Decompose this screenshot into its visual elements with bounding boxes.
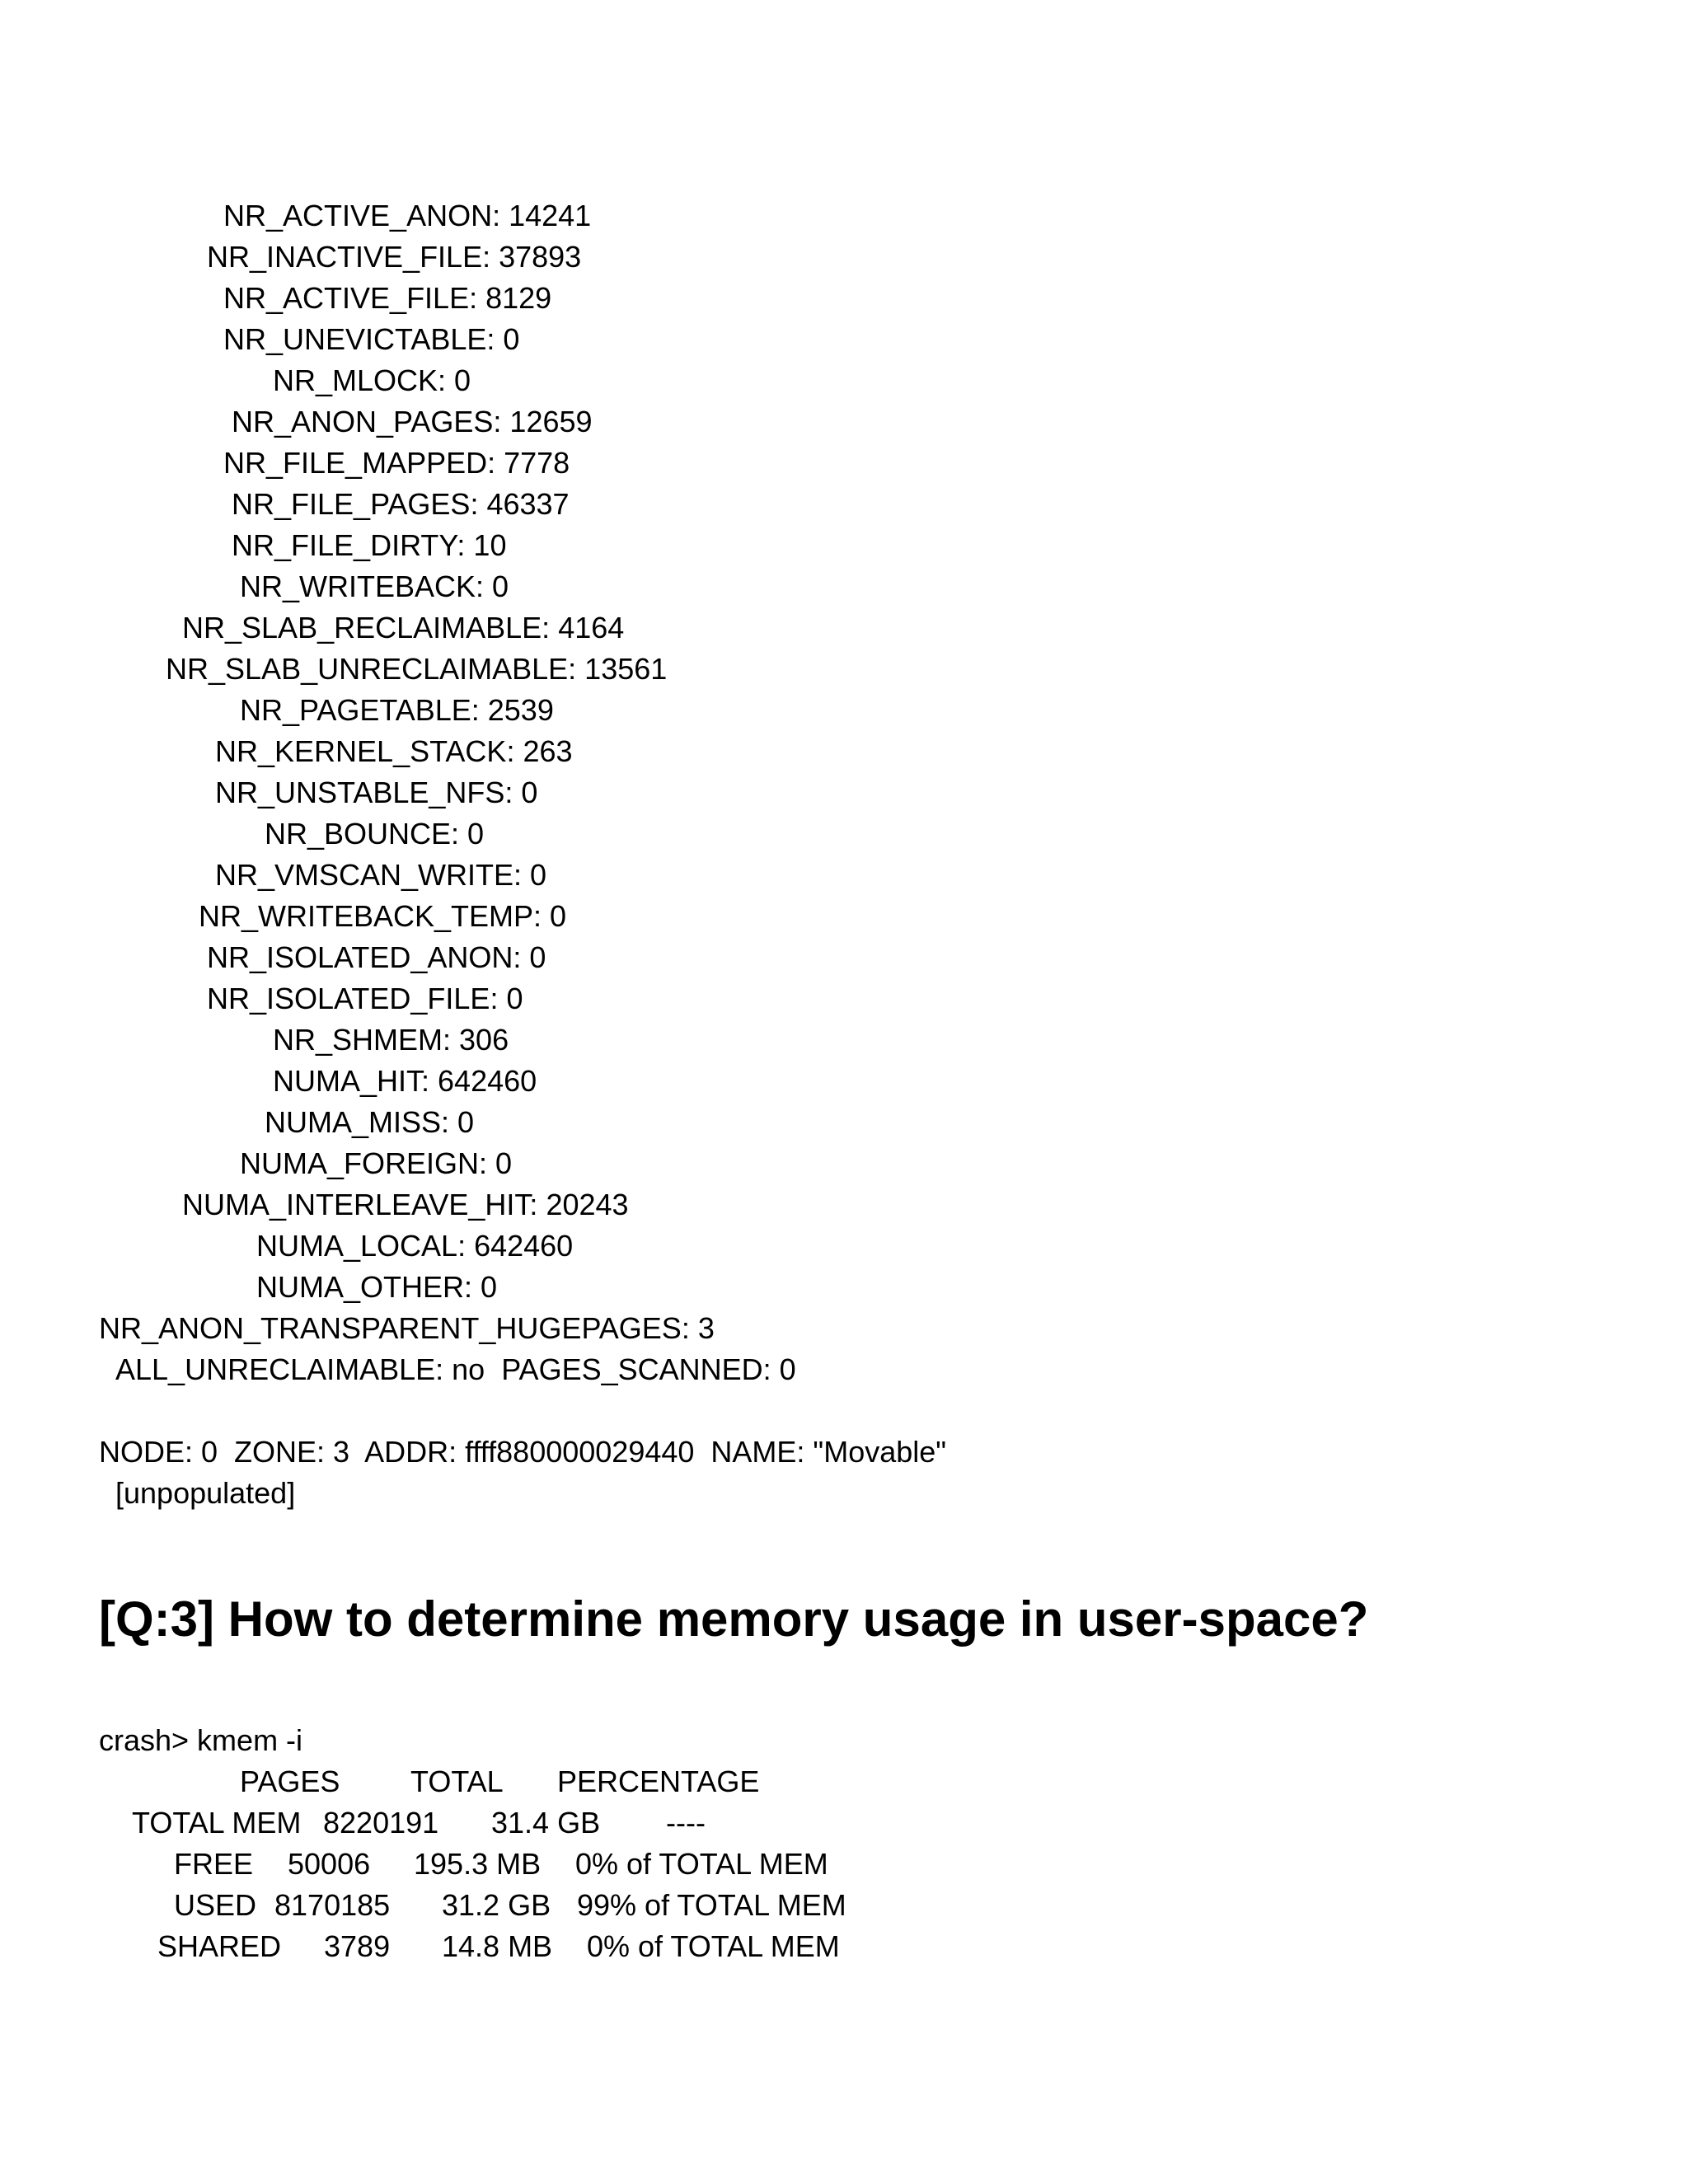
stat-line: NR_UNEVICTABLE: 0 — [223, 322, 520, 356]
stat-line: NR_WRITEBACK: 0 — [240, 569, 509, 603]
stat-line: NR_PAGETABLE: 2539 — [240, 693, 554, 727]
row-label: USED — [174, 1888, 257, 1922]
row-label: FREE — [174, 1847, 254, 1881]
column-header-total: TOTAL — [410, 1765, 504, 1798]
stat-line: NR_INACTIVE_FILE: 37893 — [207, 240, 582, 274]
stat-line: NR_VMSCAN_WRITE: 0 — [215, 858, 547, 892]
stat-line: NUMA_HIT: 642460 — [273, 1064, 537, 1098]
stat-line: NR_FILE_DIRTY: 10 — [232, 528, 507, 562]
row-pages: 3789 — [324, 1929, 391, 1963]
stat-line: NR_ANON_PAGES: 12659 — [232, 405, 593, 438]
stat-line: NR_ISOLATED_ANON: 0 — [207, 940, 546, 974]
row-pages: 8220191 — [323, 1806, 439, 1840]
node-info-line: NODE: 0 ZONE: 3 ADDR: ffff880000029440 NAME: "Movable" — [99, 1435, 947, 1469]
stat-line: NR_SLAB_UNRECLAIMABLE: 13561 — [166, 652, 668, 686]
stat-line: NUMA_LOCAL: 642460 — [256, 1229, 574, 1263]
stat-line: NUMA_OTHER: 0 — [256, 1270, 498, 1304]
row-percentage: ---- — [666, 1806, 706, 1840]
column-header-pages: PAGES — [240, 1765, 340, 1798]
stat-line: NR_MLOCK: 0 — [273, 363, 471, 397]
row-percentage: 0% of TOTAL MEM — [587, 1929, 840, 1963]
row-label: TOTAL MEM — [132, 1806, 302, 1840]
stat-line: NR_SLAB_RECLAIMABLE: 4164 — [182, 611, 625, 644]
stat-line: NR_ISOLATED_FILE: 0 — [207, 982, 523, 1015]
row-pages: 50006 — [288, 1847, 371, 1881]
row-total: 195.3 MB — [414, 1847, 542, 1881]
section-heading: [Q:3] How to determine memory usage in user-space? — [99, 1591, 1369, 1647]
stat-line: NR_UNSTABLE_NFS: 0 — [215, 776, 538, 809]
stat-line: NR_KERNEL_STACK: 263 — [215, 734, 573, 768]
stat-line: NR_FILE_PAGES: 46337 — [232, 487, 570, 521]
stat-line: NUMA_FOREIGN: 0 — [240, 1146, 513, 1180]
stat-line: NR_BOUNCE: 0 — [265, 817, 485, 851]
stat-line: NUMA_INTERLEAVE_HIT: 20243 — [182, 1188, 629, 1221]
stat-line: NR_WRITEBACK_TEMP: 0 — [199, 899, 567, 933]
stat-line: NR_ACTIVE_FILE: 8129 — [223, 281, 552, 315]
row-total: 31.2 GB — [442, 1888, 551, 1922]
stat-line: NR_ANON_TRANSPARENT_HUGEPAGES: 3 — [99, 1311, 715, 1345]
stat-line: ALL_UNRECLAIMABLE: no PAGES_SCANNED: 0 — [115, 1352, 796, 1386]
stat-line: NR_SHMEM: 306 — [273, 1023, 509, 1057]
row-total: 14.8 MB — [442, 1929, 553, 1963]
row-percentage: 99% of TOTAL MEM — [577, 1888, 846, 1922]
row-total: 31.4 GB — [491, 1806, 601, 1840]
stat-line: NR_FILE_MAPPED: 7778 — [223, 446, 570, 480]
stat-line: NR_ACTIVE_ANON: 14241 — [223, 199, 592, 232]
row-pages: 8170185 — [274, 1888, 391, 1922]
command-prompt: crash> kmem -i — [99, 1723, 303, 1757]
column-header-percentage: PERCENTAGE — [557, 1765, 760, 1798]
node-status-line: [unpopulated] — [115, 1476, 296, 1510]
stat-line: NUMA_MISS: 0 — [265, 1105, 475, 1139]
row-percentage: 0% of TOTAL MEM — [575, 1847, 828, 1881]
row-label: SHARED — [157, 1929, 282, 1963]
